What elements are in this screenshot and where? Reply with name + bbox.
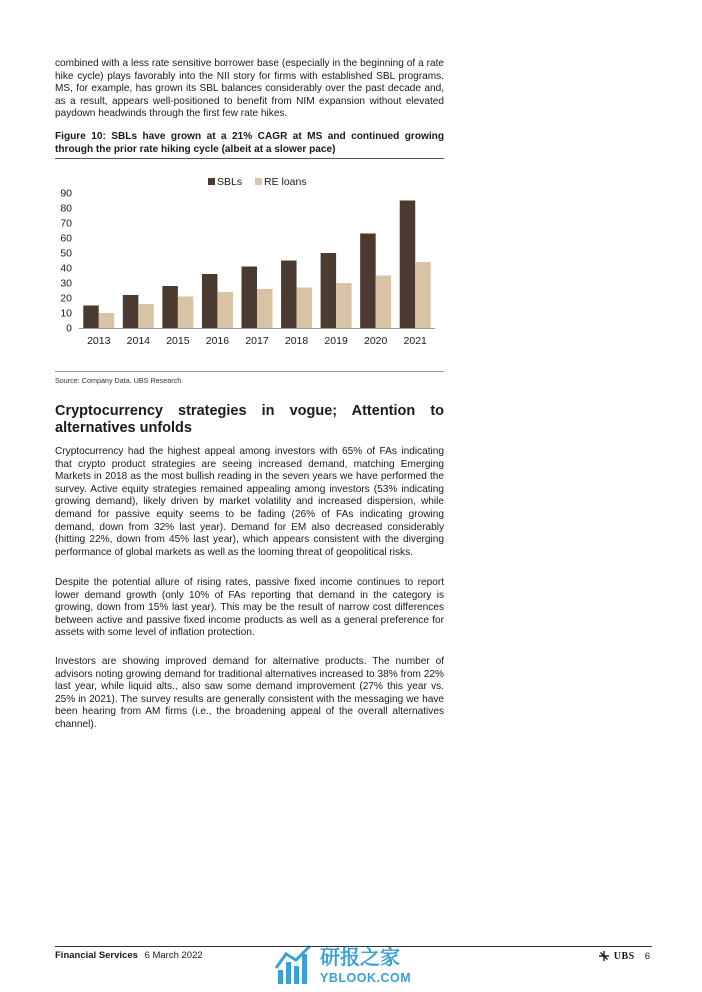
x-tick-label: 2021 [403, 335, 427, 347]
y-tick-label: 30 [60, 277, 72, 290]
bar-re-loans-2021 [415, 262, 431, 328]
y-tick-label: 50 [60, 247, 72, 260]
figure-source: Source: Company Data. UBS Research [55, 376, 182, 385]
footer-rule [55, 946, 652, 947]
figure-title: Figure 10: SBLs have grown at a 21% CAGR at MS and continued growing through the prior rate hiking cycle (albeit at a slower pace) [55, 131, 444, 159]
footer-date: 6 March 2022 [144, 950, 203, 961]
intro-paragraph: combined with a less rate sensitive borrower base (especially in the beginning of a rate hike cycle) plays favorably into the NII story for firms with established SBL programs. MS, for example, has grown its SBL balances considerably over the past decade and, as a result, appears well-positioned to benefit from NIM expansion without elevated paydown headwinds through the first few rate hikes. [55, 58, 444, 120]
x-tick-label: 2018 [284, 335, 309, 347]
legend-swatch [255, 178, 262, 185]
watermark-logo [274, 940, 434, 988]
ubs-logo-text: UBS [613, 950, 635, 962]
bar-sbls-2017 [242, 267, 258, 329]
section-body-3 [55, 656, 444, 732]
bar-re-loans-2016 [217, 292, 233, 328]
y-tick-label: 60 [60, 232, 72, 245]
bar-re-loans-2015 [178, 297, 194, 329]
watermark-chart-icon [276, 946, 310, 984]
bars-group [83, 201, 430, 329]
y-axis [60, 188, 72, 335]
bar-re-loans-2017 [257, 289, 273, 328]
x-axis [79, 329, 435, 348]
bar-sbls-2019 [321, 253, 337, 328]
chart-legend [208, 176, 307, 188]
bar-sbls-2013 [83, 306, 99, 329]
x-tick-label: 2014 [126, 335, 151, 347]
y-tick-label: 90 [60, 187, 72, 200]
x-tick-label: 2016 [205, 335, 230, 347]
ubs-keys-icon [598, 950, 610, 962]
y-tick-label: 10 [60, 307, 72, 320]
legend-label: RE loans [264, 176, 307, 188]
section-heading: Cryptocurrency strategies in vogue; Attention to alternatives unfolds [55, 403, 444, 436]
bar-sbls-2014 [123, 295, 139, 328]
y-tick-label: 0 [66, 322, 72, 335]
bar-sbls-2015 [162, 286, 178, 328]
section-paragraph-2: Despite the potential allure of rising rates, passive fixed income continues to report lower demand growth (only 10% of FAs reporting that demand in the category is growing, down from 15% last year). This may be the result of narrow cost differences between active and passive fixed income products as well as a general preference for assets with some level of inflation protection. [55, 577, 444, 639]
bar-sbls-2018 [281, 261, 297, 329]
legend-swatch [208, 178, 215, 185]
bar-re-loans-2019 [336, 283, 352, 328]
footer-section-name: Financial Services [55, 950, 138, 961]
watermark-cn-text: 研报之家 [320, 947, 400, 969]
y-tick-label: 20 [60, 292, 72, 305]
bar-sbls-2020 [360, 234, 376, 329]
bar-re-loans-2013 [99, 313, 115, 328]
x-tick-label: 2013 [87, 335, 111, 347]
section-body-2 [55, 577, 444, 640]
x-tick-label: 2019 [324, 335, 348, 347]
x-tick-label: 2020 [363, 335, 388, 347]
y-tick-label: 40 [60, 262, 72, 275]
intro-block [55, 58, 444, 121]
y-tick-label: 80 [60, 202, 72, 215]
section-paragraph-1: Cryptocurrency had the highest appeal among investors with 65% of FAs indicating that crypto product strategies are seeing increased demand, matching Emerging Markets in 2018 as the most bullish reading in the seven years we have performed the survey. Active equity strategies remained appealing among investors (53% indicating growing demand), likely driven by market volatility and increased dispersion, while demand for passive equity seems to be fading (26% of FAs indicating growing demand, down from 32% last year). Demand for EM also decreased considerably (hitting 22%, down from 45% last year), which appears consistent with the diverging performance of global markets as well as the looming threat of geopolitical risks. [55, 446, 444, 558]
x-tick-label: 2015 [166, 335, 190, 347]
y-tick-label: 70 [60, 217, 72, 230]
figure-bottom-rule [55, 371, 444, 372]
footer-right [598, 950, 650, 962]
legend-label: SBLs [217, 176, 243, 188]
section-paragraph-3: Investors are showing improved demand for alternative products. The number of advisors noting growing demand for traditional alternatives increased to 38% from 22% last year, while liquid alts., also saw some demand improvement (27% this year vs. 25% in 2021). The survey results are generally consistent with the messaging we have been hearing from AM firms (i.e., the broadening appeal of the overall alternatives channel). [55, 656, 444, 730]
footer-left [55, 950, 203, 961]
watermark-url-text: YBLOOK.COM [320, 971, 412, 985]
section-body [55, 446, 444, 559]
page-number: 6 [644, 950, 650, 962]
bar-chart [55, 170, 444, 370]
bar-sbls-2021 [400, 201, 416, 329]
bar-sbls-2016 [202, 274, 218, 328]
bar-re-loans-2020 [376, 276, 392, 329]
bar-re-loans-2018 [297, 288, 313, 329]
bar-re-loans-2014 [138, 304, 154, 328]
x-tick-label: 2017 [245, 335, 269, 347]
